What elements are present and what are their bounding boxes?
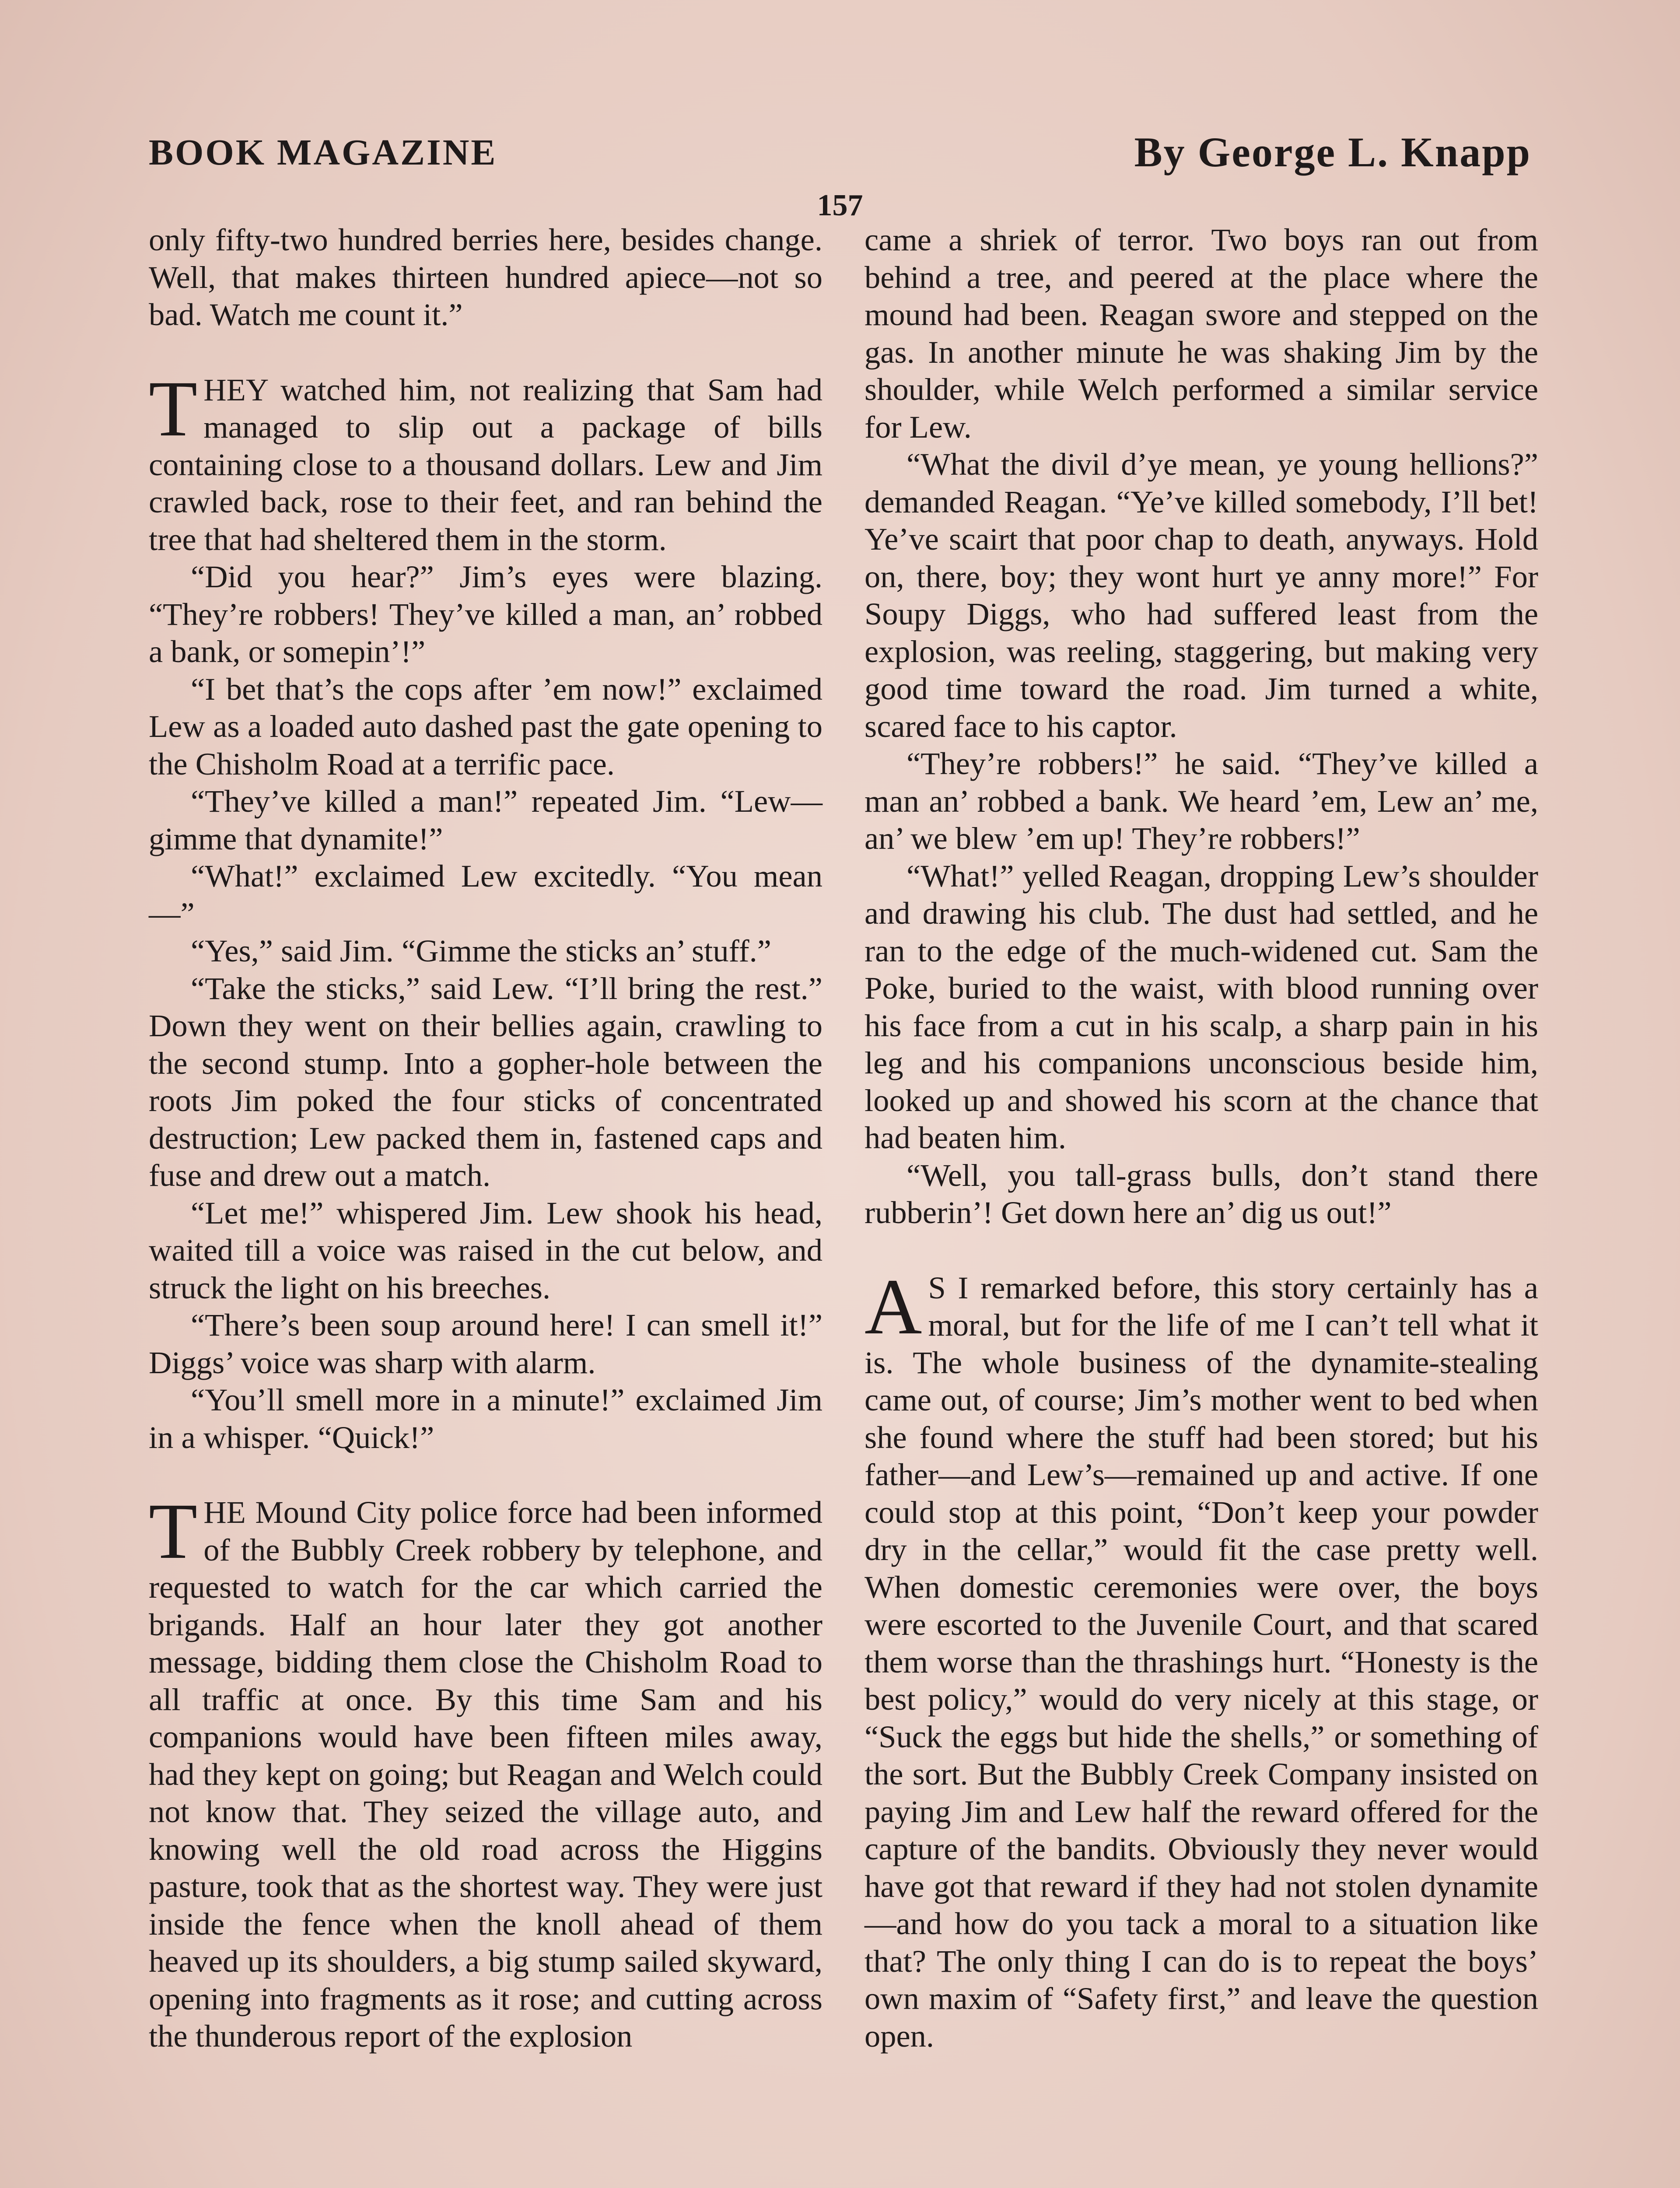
right-column: [864, 221, 1538, 2055]
paragraph: [149, 558, 822, 670]
paragraph: [864, 857, 1538, 1157]
author-byline: By George L. Knapp: [1134, 129, 1531, 175]
paragraph: [149, 970, 822, 1194]
paragraph: [149, 1306, 822, 1381]
drop-cap: A: [864, 1262, 922, 1351]
paragraph: [149, 782, 822, 857]
paragraph-text: “What!” exclaimed Lew excitedly. “You mean—”: [149, 858, 822, 931]
paragraph-text: “Did you hear?” Jim’s eyes were blazing. “They’re robbers! They’ve killed a man, an’ robbed a bank, or somepin’!”: [149, 559, 822, 669]
paragraph-text: “Let me!” whispered Jim. Lew shook his head, waited till a voice was raised in the cut below, and struck the light on his breeches.: [149, 1195, 822, 1305]
paragraph-text: came a shriek of terror. Two boys ran out from behind a tree, and peered at the place where the mound had been. Reagan swore and stepped on the gas. In another minute he was shaking Jim by the shoulder, while Welch performed a similar service for Lew.: [864, 222, 1538, 445]
paragraph: [864, 745, 1538, 857]
paragraph-text: “I bet that’s the cops after ’em now!” exclaimed Lew as a loaded auto dashed past the gate opening to the Chisholm Road at a terrific pace.: [149, 671, 822, 782]
page-number: 157: [817, 189, 863, 222]
paragraph-text: HE Mound City police force had been informed of the Bubbly Creek robbery by telephone, and requested to watch for the car which carried the brigands. Half an hour later they got another message, bidding them close the Chisholm Road to all traffic at once. By this time Sam and his companions would have been fifteen miles away, had they kept on going; but Reagan and Welch could not know that. They seized the village auto, and knowing well the old road across the Higgins pasture, took that as the shortest way. They were just inside the fence when the knoll ahead of them heaved up its shoulders, a big stump sailed skyward, opening into fragments as it rose; and cutting across the thunderous report of the explosion: [149, 1494, 822, 2054]
paragraph-text: “Yes,” said Jim. “Gimme the sticks an’ stuff.”: [191, 933, 771, 968]
paragraph: [864, 1157, 1538, 1231]
paragraph-text: “They’ve killed a man!” repeated Jim. “Lew—gimme that dynamite!”: [149, 783, 822, 856]
paragraph-text: “What!” yelled Reagan, dropping Lew’s shoulder and drawing his club. The dust had settled, and he ran to the edge of the much-widened cut. Sam the Poke, buried to the waist, with blood running over his face from a cut in his scalp, a sharp pain in his leg and his companions unconscious beside him, looked up and showed his scorn at the chance that had beaten him.: [864, 858, 1538, 1155]
paragraph-text: “They’re robbers!” he said. “They’ve killed a man an’ robbed a bank. We heard ’em, Lew an’ me, an’ we blew ’em up! They’re robbers!”: [864, 746, 1538, 856]
paragraph-text: only fifty-two hundred berries here, besides change. Well, that makes thirteen hundred apiece—not so bad. Watch me count it.”: [149, 222, 822, 332]
paragraph: [149, 221, 822, 333]
left-column: [149, 221, 822, 2055]
paragraph: [864, 221, 1538, 445]
paragraph: [149, 1194, 822, 1307]
paragraph: [149, 932, 822, 970]
paragraph-text: “Take the sticks,” said Lew. “I’ll bring the rest.” Down they went on their bellies again, crawling to the second stump. Into a gopher-hole between the roots Jim poked the four sticks of concentrated destruction; Lew packed them in, fastened caps and fuse and drew out a match.: [149, 970, 822, 1193]
paragraph: [864, 1262, 1538, 2055]
paragraph: [149, 1381, 822, 1456]
paragraph-text: S I remarked before, this story certainly has a moral, but for the life of me I can’t tell what it is. The whole business of the dynamite-stealing came out, of course; Jim’s mother went to bed when she found where the stuff had been stored; but his father—and Lew’s—remained up and active. If one could stop at this point, “Don’t keep your powder dry in the cellar,” would fit the case pretty well. When domestic ceremonies were over, the boys were escorted to the Juvenile Court, and that scared them worse than the thrashings hurt. “Honesty is the best policy,” would do very nicely at this stage, or “Suck the eggs but hide the shells,” or something of the sort. But the Bubbly Creek Company insisted on paying Jim and Lew half the reward offered for the capture of the bandits. Obviously they never would have got that reward if they had not stolen dynamite—and how do you tack a moral to a situation like that? The only thing I can do is to repeat the boys’ own maxim of “Safety first,” and leave the question open.: [864, 1269, 1538, 2054]
paragraph-text: “You’ll smell more in a minute!” exclaimed Jim in a whisper. “Quick!”: [149, 1382, 822, 1455]
paragraph: [864, 445, 1538, 745]
paragraph: [149, 670, 822, 783]
paragraph: [149, 1487, 822, 2055]
paragraph-text: “There’s been soup around here! I can smell it!” Diggs’ voice was sharp with alarm.: [149, 1307, 822, 1380]
paragraph-text: “What the divil d’ye mean, ye young hellions?” demanded Reagan. “Ye’ve killed somebody, I’ll bet! Ye’ve scairt that poor chap to death, anyways. Hold on, there, boy; they wont hurt ye anny more!” For Soupy Diggs, who had suffered least from the explosion, was reeling, staggering, but making very good time toward the road. Jim turned a white, scared face to his captor.: [864, 446, 1538, 744]
paragraph: [149, 857, 822, 932]
paragraph: [149, 365, 822, 558]
magazine-title: BOOK MAGAZINE: [149, 132, 497, 173]
drop-cap: T: [149, 1487, 198, 1575]
page-header: [149, 131, 1531, 184]
paragraph-text: HEY watched him, not realizing that Sam had managed to slip out a package of bills containing close to a thousand dollars. Lew and Jim crawled back, rose to their feet, and ran behind the tree that had sheltered them in the storm.: [149, 372, 822, 557]
drop-cap: T: [149, 365, 198, 453]
paragraph-text: “Well, you tall-grass bulls, don’t stand there rubberin’! Get down here an’ dig us out!”: [864, 1157, 1538, 1230]
